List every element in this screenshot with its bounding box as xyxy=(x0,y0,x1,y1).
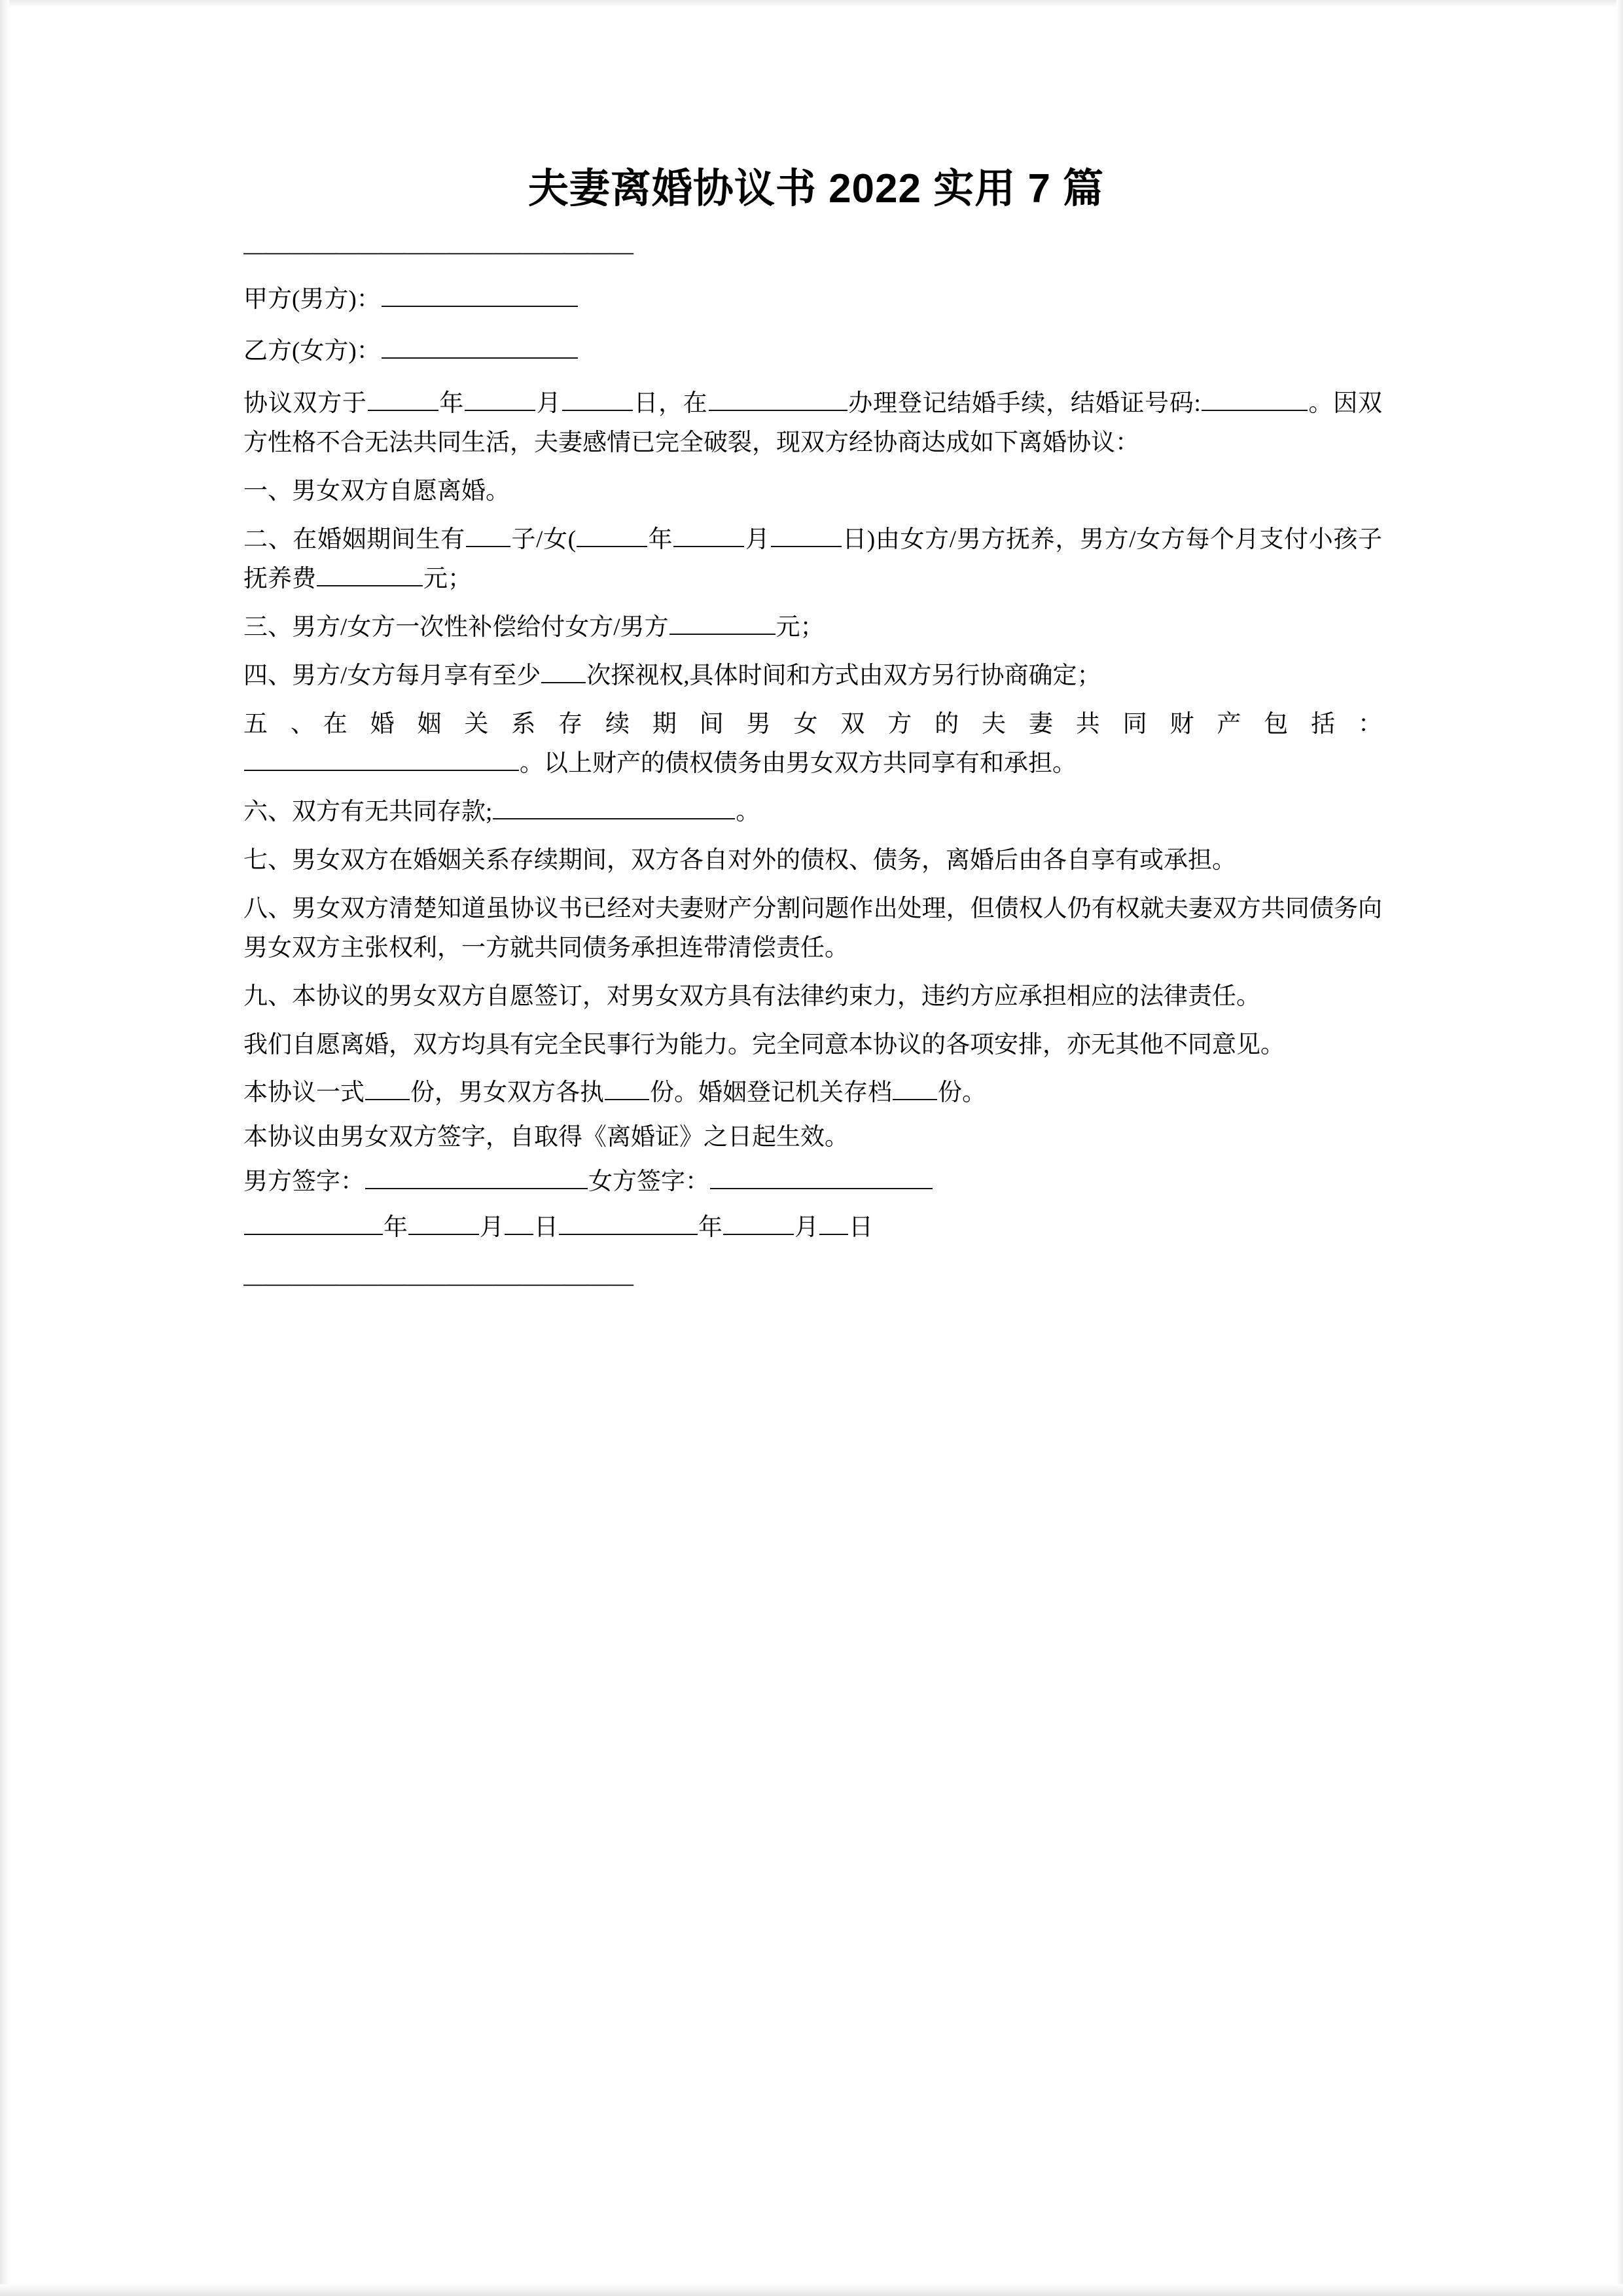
party-b-label: 乙方(女方)： xyxy=(243,338,381,365)
clause-2-seg3: 年 xyxy=(648,526,673,554)
clause-1-index: 一、 xyxy=(243,478,292,505)
husband-date-month-blank[interactable] xyxy=(408,1211,479,1236)
clause-5 xyxy=(243,705,1382,783)
clause-2-seg5: 日)由女方/男方抚养，男方/女方每个月支付小孩子抚养费 xyxy=(243,526,1383,593)
total-copies-blank[interactable] xyxy=(365,1076,410,1101)
copies-seg4: 份。 xyxy=(938,1079,986,1107)
preamble-seg3: 。因双方性格不合无法共同生活，夫妻感情已完全破裂，现双方经协商达成如下离婚协议： xyxy=(243,390,1383,457)
preamble-seg1: 协议双方于 xyxy=(243,390,367,418)
clause-5-seg2: 。以上财产的债权债务由男女双方共同享有和承担。 xyxy=(520,749,1077,777)
clause-2 xyxy=(243,520,1382,599)
separator-bottom: ————————————————— xyxy=(243,1271,633,1295)
clause-6-index: 六、 xyxy=(243,798,292,825)
child-birth-day-blank[interactable] xyxy=(771,523,842,548)
clause-4-index: 四、 xyxy=(243,662,292,689)
clause-3 xyxy=(243,608,1382,647)
clause-8-index: 八、 xyxy=(243,895,293,922)
clause-8-text: 男女双方清楚知道虽协议书已经对夫妻财产分割问题作出处理，但债权人仍有权就夫妻双方共同债务向男女双方主张权利，一方就共同债务承担连带清偿责任。 xyxy=(243,895,1383,961)
party-a-label: 甲方(男方)： xyxy=(243,285,381,313)
clause-1-text: 男女双方自愿离婚。 xyxy=(292,478,510,505)
party-b-blank[interactable] xyxy=(382,334,578,359)
husband-date-year: 年 xyxy=(383,1214,408,1242)
husband-date-day-blank[interactable] xyxy=(505,1211,533,1236)
clause-8 xyxy=(243,889,1382,968)
clause-6-seg1: 双方有无共同存款; xyxy=(292,798,493,825)
clause-2-seg1: 在婚姻期间生有 xyxy=(293,526,465,554)
clause-4-seg1: 男方/女方每月享有至少 xyxy=(292,662,541,689)
page-edge-left xyxy=(0,0,9,2296)
clause-2-index: 二、 xyxy=(243,526,293,554)
husband-date-day: 日 xyxy=(534,1214,558,1242)
compensation-amount-blank[interactable] xyxy=(669,611,776,636)
clause-6 xyxy=(243,793,1382,832)
preamble-seg2: 办理登记结婚手续，结婚证号码: xyxy=(847,390,1201,418)
clause-4-seg2: 次探视权,具体时间和方式由双方另行协商确定； xyxy=(586,662,1101,689)
wife-signature-blank[interactable] xyxy=(710,1165,933,1190)
clause-2-seg6: 元； xyxy=(423,565,472,593)
clause-5-spread-line xyxy=(243,705,1382,744)
copies-seg1: 本协议一式 xyxy=(243,1079,365,1107)
husband-date-month: 月 xyxy=(480,1214,504,1242)
husband-signature-blank[interactable] xyxy=(365,1165,588,1190)
clause-9-text: 本协议的男女双方自愿签订，对男女双方具有法律约束力，违约方应承担相应的法律责任。 xyxy=(292,982,1260,1010)
marriage-month-blank[interactable] xyxy=(465,387,535,412)
page-title: 夫妻离婚协议书 2022 实用 7 篇 xyxy=(527,166,1105,211)
clause-3-index: 三、 xyxy=(243,614,292,641)
clause-9 xyxy=(243,977,1382,1016)
wife-date-month: 月 xyxy=(794,1214,819,1242)
clause-7 xyxy=(243,841,1382,880)
copies-seg3: 份。婚姻登记机关存档 xyxy=(650,1079,892,1107)
signature-date-line xyxy=(243,1208,1382,1247)
registry-copies-blank[interactable] xyxy=(893,1076,937,1101)
clause-5-index: 五 、 xyxy=(243,710,323,738)
separator-top: ————————————————— xyxy=(243,239,633,263)
copies-seg2: 份，男女双方各执 xyxy=(410,1079,604,1107)
visitation-count-blank[interactable] xyxy=(541,658,586,683)
child-support-amount-blank[interactable] xyxy=(317,562,423,587)
each-party-copies-blank[interactable] xyxy=(605,1076,649,1101)
clause-2-seg2: 子/女( xyxy=(510,526,577,554)
joint-savings-blank[interactable] xyxy=(493,795,735,819)
page-edge-right xyxy=(1616,0,1623,2296)
closing-statement: 我们自愿离婚，双方均具有完全民事行为能力。完全同意本协议的各项安排，亦无其他不同意见。 xyxy=(243,1031,1285,1058)
copies-line xyxy=(243,1073,1382,1113)
party-b-line xyxy=(243,332,1382,371)
marriage-place-blank[interactable] xyxy=(709,387,847,412)
preamble-year: 年 xyxy=(438,390,465,418)
preamble-day: 日，在 xyxy=(633,390,708,418)
husband-signature-label: 男方签字： xyxy=(243,1168,365,1196)
preamble-month: 月 xyxy=(536,390,562,418)
marriage-year-blank[interactable] xyxy=(368,387,438,412)
page-edge-bottom xyxy=(0,2284,1623,2296)
wife-date-year: 年 xyxy=(698,1214,722,1242)
child-birth-month-blank[interactable] xyxy=(673,523,744,548)
wife-date-day-blank[interactable] xyxy=(819,1211,848,1236)
party-a-line xyxy=(243,280,1382,319)
children-count-blank[interactable] xyxy=(466,523,510,548)
marriage-cert-number-blank[interactable] xyxy=(1202,387,1308,412)
clause-6-seg2: 。 xyxy=(736,798,760,825)
clause-7-index: 七、 xyxy=(243,846,292,874)
clause-5-spread-text: 在 婚 姻 关 系 存 续 期 间 男 女 双 方 的 夫 妻 共 同 财 产 包 括 ： xyxy=(323,710,1383,738)
clause-3-seg2: 元； xyxy=(776,614,825,641)
joint-property-blank[interactable] xyxy=(244,746,519,771)
clause-7-text: 男女双方在婚姻关系存续期间，双方各自对外的债权、债务，离婚后由各自享有或承担。 xyxy=(292,846,1236,874)
document-body xyxy=(243,164,1382,1312)
clause-4 xyxy=(243,656,1382,696)
wife-signature-label: 女方签字： xyxy=(588,1168,709,1196)
wife-date-day: 日 xyxy=(849,1214,873,1242)
clause-3-seg1: 男方/女方一次性补偿给付女方/男方 xyxy=(292,614,669,641)
marriage-day-blank[interactable] xyxy=(562,387,633,412)
effective-date-line: 本协议由男女双方签字，自取得《离婚证》之日起生效。 xyxy=(243,1124,849,1151)
wife-date-year-blank[interactable] xyxy=(559,1211,698,1236)
clause-1 xyxy=(243,472,1382,511)
wife-date-month-blank[interactable] xyxy=(723,1211,794,1236)
clause-9-index: 九、 xyxy=(243,982,292,1010)
child-birth-year-blank[interactable] xyxy=(577,523,647,548)
signature-line xyxy=(243,1162,1382,1202)
husband-date-year-blank[interactable] xyxy=(244,1211,383,1236)
party-a-blank[interactable] xyxy=(382,282,578,307)
preamble-paragraph xyxy=(243,384,1382,463)
clause-2-seg4: 月 xyxy=(745,526,770,554)
page-edge-top xyxy=(0,0,1623,8)
